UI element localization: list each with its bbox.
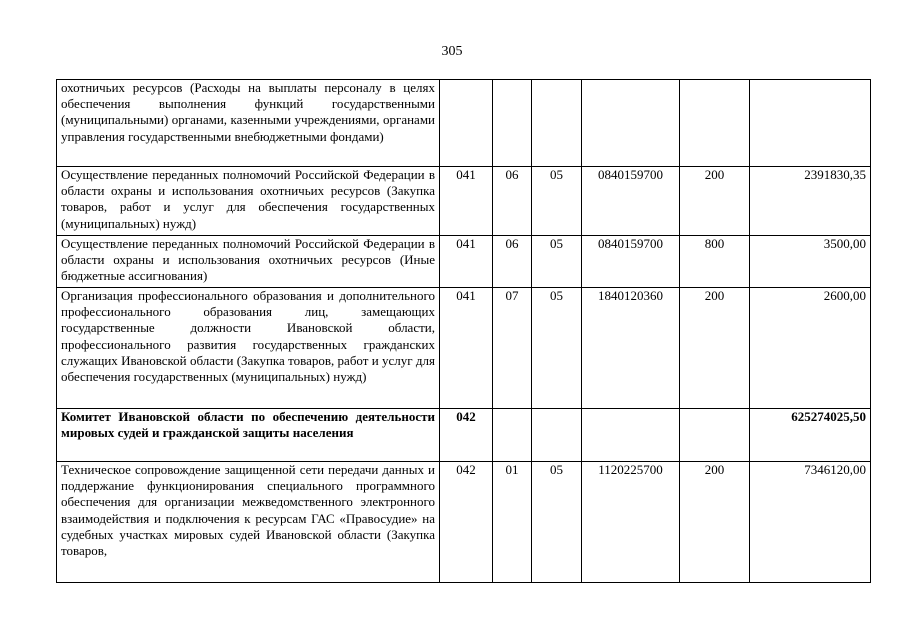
subsection-code	[532, 80, 582, 167]
ministry-code: 042	[440, 409, 493, 462]
ministry-code: 042	[440, 462, 493, 583]
amount: 2391830,35	[750, 167, 871, 236]
amount	[750, 80, 871, 167]
row-description: Техническое сопровождение защищенной сети передачи данных и поддержание функционирования специального программного обеспечения для организации межведомственного электронного взаимодействия и подключения к ресурсам ГАС «Правосудие» на судебных участках мировых судей Ивановской области (Закупка товаров,	[57, 462, 440, 583]
expense-type-code: 200	[680, 167, 750, 236]
page-number: 305	[441, 44, 463, 59]
table-row	[57, 236, 871, 288]
section-code: 01	[493, 462, 532, 583]
expense-type-code	[680, 80, 750, 167]
amount: 3500,00	[750, 236, 871, 288]
row-description: Организация профессионального образования и дополнительного профессионального образования лиц, замещающих государственные должности Ивановской области, профессионального развития государственных гражданских служащих Ивановской области (Закупка товаров, работ и услуг для обеспечения государственных (муниципальных) нужд)	[57, 288, 440, 409]
section-code	[493, 409, 532, 462]
subsection-code: 05	[532, 288, 582, 409]
target-article-code: 1120225700	[582, 462, 680, 583]
table-row	[57, 80, 871, 167]
row-description: охотничьих ресурсов (Расходы на выплаты персоналу в целях обеспечения выполнения функций государственными (муниципальными) органами, казенными учреждениями, органами управления государственными внебюджетными фондами)	[57, 80, 440, 167]
subsection-code: 05	[532, 236, 582, 288]
target-article-code: 0840159700	[582, 167, 680, 236]
expense-type-code: 200	[680, 288, 750, 409]
table-row	[57, 409, 871, 462]
ministry-code: 041	[440, 236, 493, 288]
table-row	[57, 462, 871, 583]
ministry-code: 041	[440, 288, 493, 409]
subsection-code	[532, 409, 582, 462]
ministry-code	[440, 80, 493, 167]
amount: 2600,00	[750, 288, 871, 409]
section-code: 06	[493, 167, 532, 236]
table-row	[57, 167, 871, 236]
expense-type-code: 800	[680, 236, 750, 288]
subsection-code: 05	[532, 462, 582, 583]
ministry-code: 041	[440, 167, 493, 236]
subsection-code: 05	[532, 167, 582, 236]
amount: 625274025,50	[750, 409, 871, 462]
expense-type-code	[680, 409, 750, 462]
row-description: Осуществление переданных полномочий Российской Федерации в области охраны и использования охотничьих ресурсов (Иные бюджетные ассигнования)	[57, 236, 440, 288]
section-code: 07	[493, 288, 532, 409]
section-code: 06	[493, 236, 532, 288]
row-description: Осуществление переданных полномочий Российской Федерации в области охраны и использования охотничьих ресурсов (Закупка товаров, работ и услуг для обеспечения государственных (муниципальных) нужд)	[57, 167, 440, 236]
target-article-code	[582, 409, 680, 462]
target-article-code: 1840120360	[582, 288, 680, 409]
target-article-code	[582, 80, 680, 167]
row-description: Комитет Ивановской области по обеспечению деятельности мировых судей и гражданской защиты населения	[57, 409, 440, 462]
target-article-code: 0840159700	[582, 236, 680, 288]
table-row	[57, 288, 871, 409]
amount: 7346120,00	[750, 462, 871, 583]
budget-table	[56, 79, 871, 583]
expense-type-code: 200	[680, 462, 750, 583]
section-code	[493, 80, 532, 167]
